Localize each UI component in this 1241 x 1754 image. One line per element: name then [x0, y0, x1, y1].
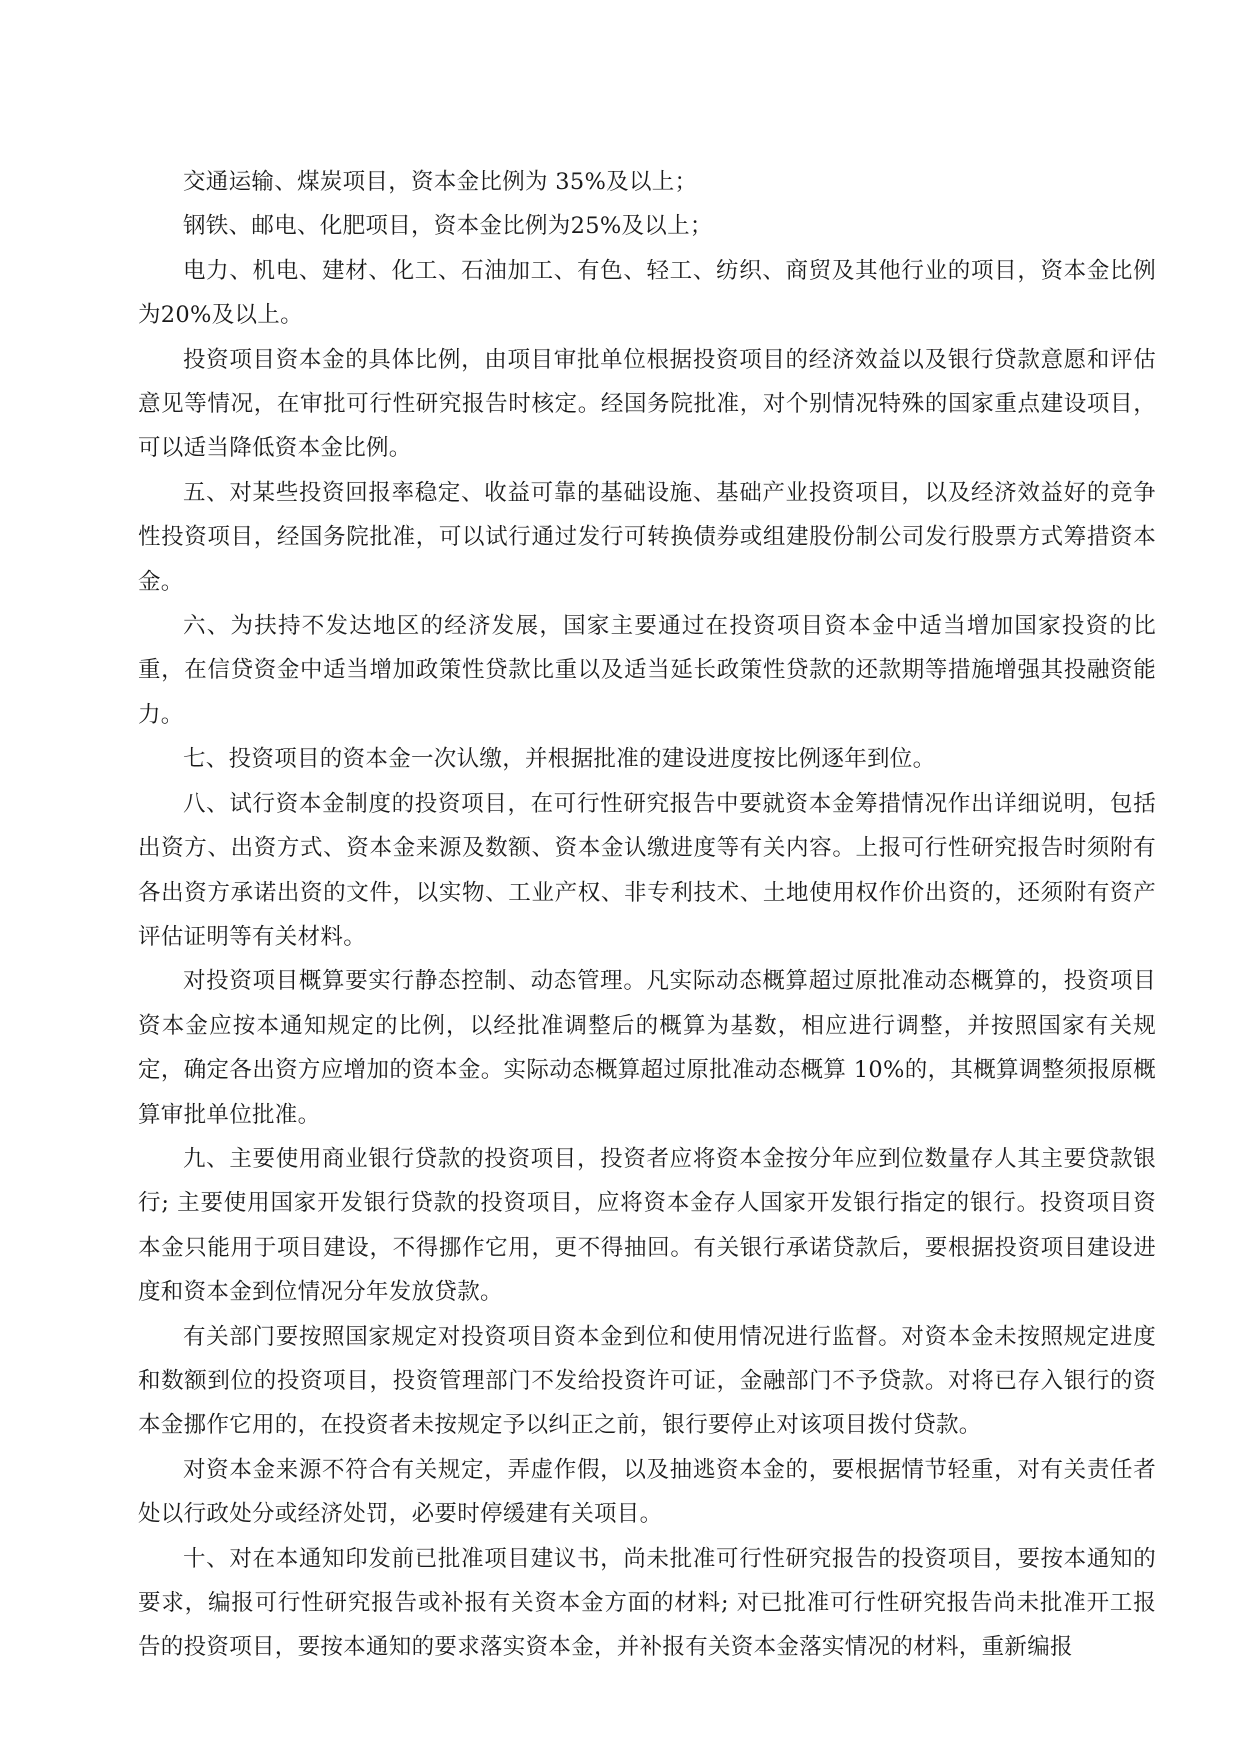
paragraph: 投资项目资本金的具体比例，由项目审批单位根据投资项目的经济效益以及银行贷款意愿和评估意见等情况，在审批可行性研究报告时核定。经国务院批准，对个别情况特殊的国家重点建设项目，可以适当降低资本金比例。: [138, 346, 1156, 462]
paragraph: 有关部门要按照国家规定对投资项目资本金到位和使用情况进行监督。对资本金未按照规定进度和数额到位的投资项目，投资管理部门不发给投资许可证，金融部门不予贷款。对将已存入银行的资本金挪作它用的，在投资者未按规定予以纠正之前，银行要停止对该项目拨付贷款。: [138, 1323, 1156, 1439]
paragraph: 五、对某些投资回报率稳定、收益可靠的基础设施、基础产业投资项目，以及经济效益好的竞争性投资项目，经国务院批准，可以试行通过发行可转换债券或组建股份制公司发行股票方式筹措资本金。: [138, 479, 1156, 595]
paragraph: 六、为扶持不发达地区的经济发展，国家主要通过在投资项目资本金中适当增加国家投资的比重，在信贷资金中适当增加政策性贷款比重以及适当延长政策性贷款的还款期等措施增强其投融资能力。: [138, 613, 1156, 728]
paragraph: 对资本金来源不符合有关规定，弄虚作假，以及抽逃资本金的，要根据情节轻重，对有关责任者处以行政处分或经济处罚，必要时停缓建有关项目。: [138, 1456, 1156, 1528]
paragraph: 八、试行资本金制度的投资项目，在可行性研究报告中要就资本金筹措情况作出详细说明，包括出资方、出资方式、资本金来源及数额、资本金认缴进度等有关内容。上报可行性研究报告时须附有各出资方承诺出资的文件，以实物、工业产权、非专利技术、土地使用权作价出资的，还须附有资产评估证明等有关材料。: [138, 790, 1156, 950]
document-page: [138, 160, 1156, 1670]
paragraph: 交通运输、煤炭项目，资本金比例为 35%及以上；: [183, 169, 698, 195]
paragraph: 对投资项目概算要实行静态控制、动态管理。凡实际动态概算超过原批准动态概算的，投资项目资本金应按本通知规定的比例，以经批准调整后的概算为基数，相应进行调整，并按照国家有关规定，确定各出资方应增加的资本金。实际动态概算超过原批准动态概算 10%的，其概算调整须报原概算审批单位批准。: [138, 968, 1156, 1128]
paragraph: 九、主要使用商业银行贷款的投资项目，投资者应将资本金按分年应到位数量存人其主要贷款银行; 主要使用国家开发银行贷款的投资项目，应将资本金存人国家开发银行指定的银行。投资项目资本金只能用于项目建设，不得挪作它用，更不得抽回。有关银行承诺贷款后，要根据投资项目建设进度和资本金到位情况分年发放贷款。: [138, 1145, 1156, 1306]
paragraph: 七、投资项目的资本金一次认缴，并根据批准的建设进度按比例逐年到位。: [183, 746, 936, 773]
paragraph: 电力、机电、建材、化工、石油加工、有色、轻工、纺织、商贸及其他行业的项目，资本金比例为20%及以上。: [138, 257, 1156, 329]
paragraph: 十、对在本通知印发前已批准项目建议书，尚未批准可行性研究报告的投资项目，要按本通知的要求，编报可行性研究报告或补报有关资本金方面的材料; 对已批准可行性研究报告尚未批准开工报告的投资项目，要按本通知的要求落实资本金，并补报有关资本金落实情况的材料，重新编报: [138, 1545, 1156, 1661]
paragraph: 钢铁、邮电、化肥项目，资本金比例为25%及以上；: [183, 213, 713, 240]
